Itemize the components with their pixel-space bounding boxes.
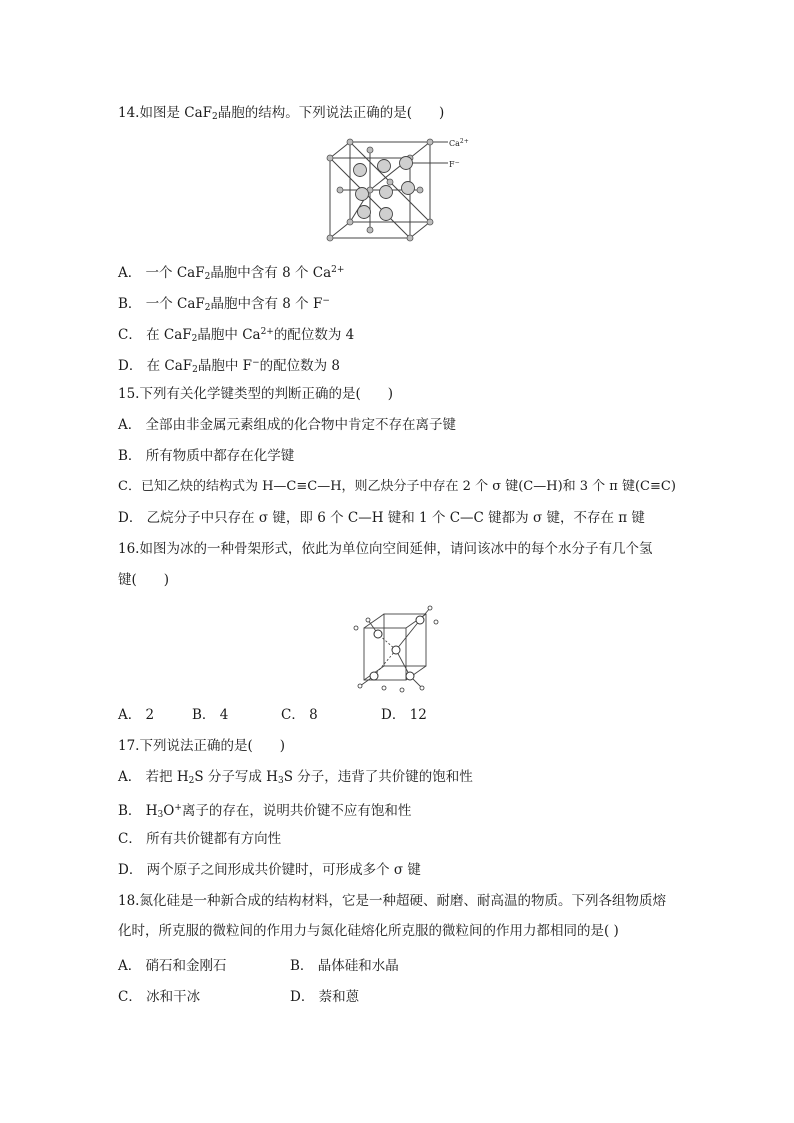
q14-option-b[interactable]: B． 一个 CaF$_2$晶胞中含有 8 个 F− xyxy=(118,296,330,313)
ice-framework-figure xyxy=(346,600,446,695)
q16-option-d[interactable]: D． 12 xyxy=(381,707,427,723)
q17-stem: 17.下列说法正确的是( ) xyxy=(118,738,286,754)
q15-option-d[interactable]: D． 乙烷分子中只存在 σ 键，即 6 个 C—H 键和 1 个 C—C 键都为 σ 键，不存在 π 键 xyxy=(118,510,645,526)
q14-option-a[interactable]: A． 一个 CaF$_2$晶胞中含有 8 个 $Ca^{2+}$ xyxy=(118,265,345,282)
q16-option-b[interactable]: B． 4 xyxy=(192,707,229,723)
svg-text:F−: F− xyxy=(449,159,460,169)
q17-option-d[interactable]: D． 两个原子之间形成共价键时，可形成多个 σ 键 xyxy=(118,862,421,878)
q18-option-c[interactable]: C． 冰和干冰 xyxy=(118,989,201,1005)
q14-option-c[interactable]: C． 在 CaF$_2$晶胞中 $Ca^{2+}$的配位数为 4 xyxy=(118,327,355,344)
q16-stem-line2: 键( ) xyxy=(118,572,170,588)
q14-option-d[interactable]: D． 在 CaF$_2$晶胞中 F−的配位数为 8 xyxy=(118,358,340,375)
q17-option-a[interactable]: A． 若把 $H_2S$ 分子写成 $H_3S$ 分子，违背了共价键的饱和性 xyxy=(118,769,473,786)
q15-option-c[interactable]: C．已知乙炔的结构式为 H—C≡C—H，则乙炔分子中存在 2 个 σ 键(C—H)和 3 个 π 键(C≡C) xyxy=(118,479,676,494)
q18-stem: 18.氮化硅是一种新合成的结构材料，它是一种超硬、耐磨、耐高温的物质。下列各组物质熔化时，所克服的微粒间的作用力与氮化硅熔化所克服的微粒间的作用力都相同的是( ) xyxy=(118,893,666,939)
q15-stem: 15.下列有关化学键类型的判断正确的是( ) xyxy=(118,386,394,402)
q17-option-b[interactable]: B． $H_3O^+$离子的存在，说明共价键不应有饱和性 xyxy=(118,803,412,820)
q18-option-b[interactable]: B． 晶体硅和水晶 xyxy=(290,958,399,974)
q15-option-b[interactable]: B． 所有物质中都存在化学键 xyxy=(118,448,295,464)
q15-option-a[interactable]: A． 全部由非金属元素组成的化合物中肯定不存在离子键 xyxy=(118,417,457,433)
caf2-crystal-cell-figure xyxy=(322,130,482,245)
q16-stem-line1: 16.如图为冰的一种骨架形式，依此为单位向空间延伸，请问该冰中的每个水分子有几个氢 xyxy=(118,541,653,557)
q16-option-c[interactable]: C． 8 xyxy=(281,707,318,723)
svg-text:Ca2+: $Ca^{2+}$ xyxy=(449,138,469,148)
q16-option-a[interactable]: A． 2 xyxy=(118,707,155,723)
q18-option-a[interactable]: A． 硝石和金刚石 xyxy=(118,958,227,974)
q18-option-d[interactable]: D． 萘和蒽 xyxy=(290,989,360,1005)
q17-option-c[interactable]: C． 所有共价键都有方向性 xyxy=(118,831,282,847)
q14-stem: 14.如图是 CaF$_2$晶胞的结构。下列说法正确的是( ) xyxy=(118,105,445,122)
